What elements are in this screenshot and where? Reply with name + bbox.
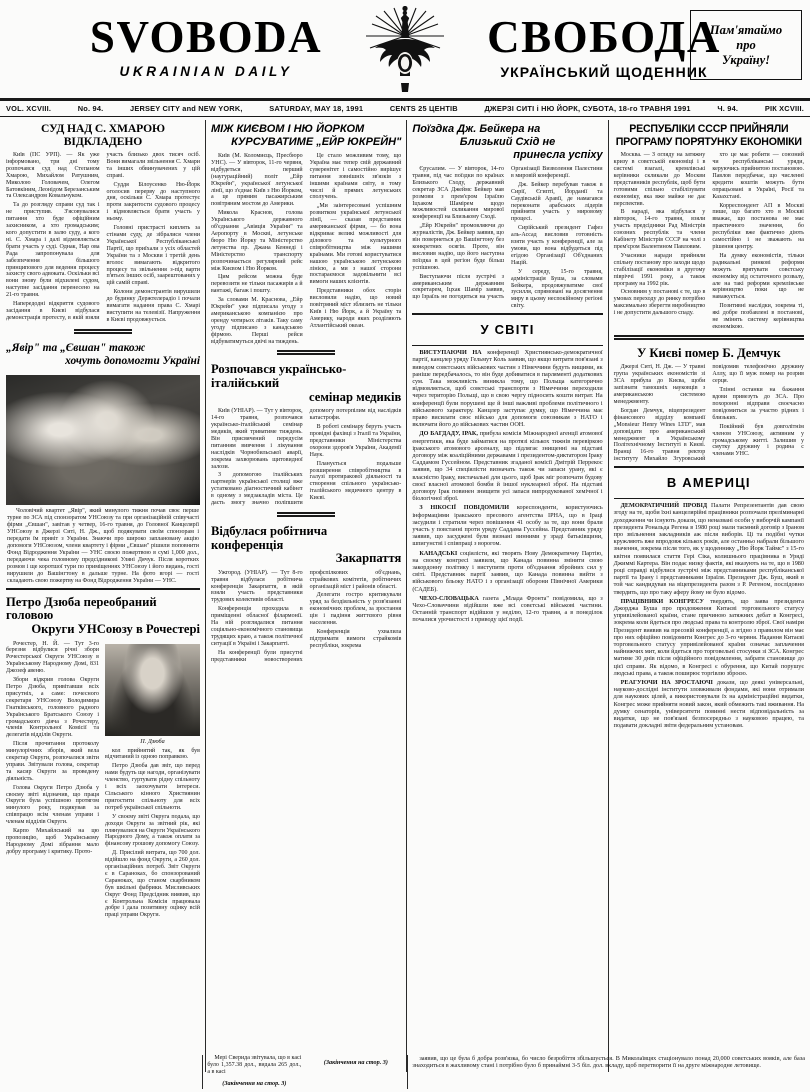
issue-number-label-ua: Ч. 94. xyxy=(717,104,739,113)
headline-khmara-trial: СУД НАД С. ХМАРОЮ ВІДКЛАДЕНО xyxy=(41,122,165,148)
headline-line-2: хочуть допомогти Україні xyxy=(65,354,200,367)
section-rule xyxy=(412,345,602,346)
news-item xyxy=(412,349,602,428)
paragraph: Карпо Михайлський на цю пропозицію, щоб Українському Народному Домі зібрання мало добру програму і критику. Прото- xyxy=(6,828,100,855)
section-divider xyxy=(74,329,132,334)
headline-line-2: Округи УНСоюзу в Рочестері xyxy=(31,621,200,636)
headline-line-1: „Явір" та „Євшан" також xyxy=(6,341,146,354)
news-lead: ПРАЦІВНИКИ КОНГРЕСУ xyxy=(620,597,705,605)
paragraph: На думку економістів, тільки радикальні ринкові реформи можуть врятувати совєтську економіку від остаточного розвалу, але на такі реформи кремлівське керівництво поки що не наважується. xyxy=(712,252,804,301)
news-text: соціялісти, які творять Нову Демократичну Партію, на своєму конгресі заявили, що Канада повинна змінити свою закордонну політику і виступити проти об'єднання збройних сил у світі. Представник партії заявив, що Канада повинна вийти з військового бльоку НАТО і з організації оборони Північної Америки (САДЕБ). xyxy=(412,549,603,593)
remember-ukraine-promo-box xyxy=(690,10,802,80)
paragraph: Єрусалим. — У вівторок, 14-го травня, під час поїздки по країнах Близького Сходу, державний секретар ЗСА Джеймс Бейкер мав розмови з прем'єром Ізраїлю Іцхаком Шамірем щодо можливостей скликання мирової конференції на Близькому Сході. xyxy=(412,166,504,221)
article-medical-seminar-body xyxy=(211,408,401,507)
news-lead: ДЕМОКРАТИЧНИЙ ПРОВІД xyxy=(620,502,708,510)
quartet-donation-photo xyxy=(6,375,200,505)
headline-demchuk-died: У Києві помер Б. Демчук xyxy=(637,345,781,360)
headline-dziuba-reelected xyxy=(6,593,200,641)
news-item xyxy=(614,502,804,596)
headline-medical-seminar xyxy=(211,360,401,408)
america-news-items xyxy=(614,502,804,729)
paragraph: Микола Краснов, голова Українського державного об'єднання „Авіяція України" та Аеропорту в Москві, летунське бюро Ню Йорку та Міністерство летунства пр. Джана Кеннеді і Міністерство транспорту розпочинається регулярний рейс між Києвом і Ню Йорком. xyxy=(211,210,303,272)
news-lead: ЧЕХО-СЛОВАЦЬКА xyxy=(419,594,479,602)
news-text: прибула комісія Міжнародної агенції атомової енергетики, яка буде займатися на протязі кількох тижнів перевіркою іракського атомового арсеналу, що підлягає знищенні на підставі договору між коаліційними державами і президентом-диктатором Іраку Саддамом Гуссейном. Представник згаданої комісії Дмітрій Перрекос заявив, що 34 спеціялісти визначать також чи запаси урану, які є власністю Іраку, вистачальні для цього, щоб Ірак міг розпочати будову своєї власної атомової бомби й іншої нуклеарної зброї. На підставі договору Ірак повинен знищити усі запаси випродукованої хемічної і біологічної зброї. xyxy=(412,430,603,503)
continued-marker: (Закінчення на стор. 3) xyxy=(222,1079,287,1087)
paragraph: Після прочитання протоколу минулорічних зборів, який вела секретар Округи, розпочалися звіти управи. Звітували голова, секретар та касир Округи за проведену діяльність. xyxy=(6,741,100,782)
paragraph: В нараді, яка відбулася у вівторок, 14-го травня, взяли участь предсідники Рад Міністрів союзних республік та члени Кабінету Міністрів СССР на чолі з прем'єром Валентином Павловим. xyxy=(613,209,706,250)
masthead-english xyxy=(60,4,352,79)
paragraph: За словами М. Краснова, „Ейр Юкрейн" уже підписала угоду з американською компанією про оренду чотирьох літаків. Таку саму угоду підписано з канадською фірмою. Перші рейси відбуватимуться двічі на тиждень. xyxy=(211,297,303,345)
statue-of-liberty-trident-emblem xyxy=(352,6,458,92)
article-khmara-trial-body xyxy=(6,152,200,324)
masthead-title-ua: СВОБОДА xyxy=(487,12,721,62)
paragraph: На конференції були присутні представники новостворених профспілкових об'єднань, страйкових комітетів, робітничих організацій міст і районів області. xyxy=(211,569,402,663)
article-workers-conference-body xyxy=(211,570,401,664)
price-label: CENTS 25 ЦЕНТІВ xyxy=(389,104,458,113)
paragraph: „Ейр Юкрейн" промовляючи до журналістів, Дж. Бейкер заявив, що він повернеться до Вашінгтону без конкретних осягів. Проте, він висловив надію, що його наступна поїздка в цей регіон буде більш успішною. xyxy=(412,223,504,271)
paragraph: Тлінні останки на бажання вдови привезуть до ЗСА. Про похоронні відправи своєчасно повідомиться за участю рідних і близьких. xyxy=(712,387,804,421)
paragraph: Корреспондент АП в Москві пише, що багато хто в Москві вважає, що постанова не має практичного значення, бо республіки вже фактично діють самостійно і не зважають на рішення центру. xyxy=(712,202,804,250)
headline-line-2: Закарпаття xyxy=(335,551,402,566)
paragraph: Мері Сверида звітувала, що в касі було 1,357.38 дол., видала 265 дол., а в касі xyxy=(207,1055,302,1075)
news-text: кореспонденти, користуючись інформаціями іракського пресового агентства ІРНА, що в Іраці засудили і стратили через повішення 41 особу за те, що вони брали участь у повстанні проти уряду Саддама Гуссейна. Представник уряду заявив, що засуджені були визнані винними у зраді батьківщини, шпигунстві і співпраці з ворогом. xyxy=(412,504,603,548)
paragraph: кол прийнятий так, як був відчитаний із одною поправкою. xyxy=(105,747,200,761)
paragraph: Рочестер, Н. Й. — Тут 3-го березня відбулися річні збори Рочестерської Округи УНСоюзу в Українському Народному Домі, 831 Джозеф авеню. xyxy=(6,640,100,675)
paragraph: Делегати гостро критикували уряд за бездіяльність у розв'язанні економічних проблем, за зростання цін і падіння життєвого рівня населення. xyxy=(309,592,402,627)
section-divider xyxy=(412,313,602,315)
headline-line-1: Відбулася робітнича конференція xyxy=(211,523,328,552)
paragraph: Київ (ПС УРП). — Як уже інформовано, три дні тому розпочався суд над Степаном Хмарою, Михайлом Ратушним, Миколою Головачем, Олегом Батовкіним, Леонідом Березанським та Олександром Ковальчуком. xyxy=(6,152,100,200)
section-divider xyxy=(277,350,335,355)
news-text: Палати Репрезентантів дав свою згоду на те, щоби їхні канцелярійні працівники розпочали преліминарні доходження чи існують докази, що неназвані особи у виборчій кампанії президента Рональда Регена в 1980 році мали таємний договір з Іраном про звільнення закладників аж після виборів. Ці та подібні чутки кружляють вже впродовж кількох років, але останньо набрали більшого значення, зокрема після того, як у щоденнику „Ню Йорк Таймс" з 15-го квітня появилася стаття Гері Сіка, колишнього працівника в Уряді Джиммі Картера. Він подає низку фактів, які вказують на те, що в 1980 році справді відбулися зустрічі між представниками республіканської партії та Ірану і представниками Ізраїля. Президент Дж. Буш, який в той час кандидував на віцепрезидента разом з Р. Регеном, послідовно твердить, що про таку аферу йому не було відомо. xyxy=(613,502,804,596)
news-item xyxy=(614,679,804,729)
article-columns xyxy=(0,117,810,1072)
headline-baker-middle-east xyxy=(412,120,602,166)
column-2 xyxy=(210,120,402,1072)
column-3 xyxy=(411,120,603,1072)
section-divider xyxy=(277,512,335,517)
headline-air-ukraine xyxy=(211,120,401,153)
news-item xyxy=(412,430,602,502)
quartet-donation-caption: Чоловічий квартет „Явір", який минулого тижня почав своє перше турне по ЗСА під спонзоратом УНСоюзу та при організаційній співучасті фірми „Євшан", завітав у четвер, 16-го травня, до Головної Канцелярії УНСоюзу в Джерзі Ситі, Н. Дж., щоб подякувати своїм спонзорам і передати їм привіт з України. Знаючи про широко заплановану акцію допомоги УНСоюзом, члени квартету і фірми „Євшан" рішили поповнити Фонд Відродження України — УНС своєю пожертвою в сумі 1,000 дол., передаючи чека головному предсідникові Уляні Дячук. Після коротких розмов і ще коротшої тури по приміщеннях УНСоюзу і його видань, гості вирушили до Вашінгтону в дальше турне. На фото вгорі — гості складають свою пожертву на Фонд Відродження України — УНС. xyxy=(7,507,199,584)
volume-label: VOL. XCVIII. xyxy=(6,104,52,113)
petro-dziuba-portrait xyxy=(105,644,200,736)
paragraph: Москва. — З огляду на затяжну кризу в совєтській економіці і в системі взагалі, кремлівські керівники скликали до Москви представників республік, щоб бути готовими спільно стабілізувати економіку, яка вже майже не дає перспектив. xyxy=(613,152,706,207)
promo-line-3: Україну! xyxy=(721,52,771,67)
page-bottom-strip xyxy=(5,1055,805,1089)
news-item xyxy=(614,598,804,677)
paragraph: Київ (УНІАР). — Тут у вівторок, 14-го травня, розпочався українсько-італійський семінар медиків, який триватиме тиждень. Він присвячений передусім питанням вивчення і лікування наслідків Чорнобильської аварії, зокрема захворювань щитовидної залози. xyxy=(211,408,303,470)
paragraph: Планується подальше розширення співробітництва в галузі протиракової діяльності та створення спільного українсько-італійського медичного центру в Києві. xyxy=(309,460,402,502)
paragraph: У своєму звіті Округа подала, що доходи Округи за звітний рік, які плянувалися на Округи Українського Народного Дому, а також оплати за фінансову грошову допомогу Союзу. xyxy=(105,813,201,848)
bottom-continuation-text: заявив, що це була б добра розв'язка, бо число безробіття збільшується. В Миколаївцях стаціонувало понад 20,000 совєтських вояків, але база знаходиться в жахливому стані і потрібно було б принаймні 3-5 біл. дол. вкладу, щоб перетворити її на друге міжнародне летовище. xyxy=(412,1055,805,1070)
news-lead: ДО БАГДАДУ, ІРАК, xyxy=(419,430,478,438)
promo-line-2: про xyxy=(736,37,756,52)
paragraph: хто це має робити — союзний чи республіканські уряди, керуючись прийнятою постановою. Павлов передбачає, що численні кредити коштів можуть бути опрацьовані в Україні, Росії та Казахстані. xyxy=(712,152,804,200)
paragraph: З допомогою італійських партнерів української столиці вже устатковано діагностичний кабінет в одному з медзакладів міста. Це дасть змогу значно поліпшити допомогу потерпілим від наслідків катастрофи. xyxy=(211,408,402,507)
paragraph: Богдан Демчук, віцепрезидент фінансового відділу компанії „Monsieur Henry Wines LTD", мав доповідати про американський менеджмент в Українському Політехнічному Інституті в Києві. Вранці 16-го травня ректор інституту Михайло Згуровський повідомив телефонічно дружину Аллу, що її муж помер на розрив серця. xyxy=(613,364,804,463)
news-lead: КАНАДСЬКІ xyxy=(419,549,458,557)
paragraph: Голова Округи Петро Дзюба у своєму звіті відзначив, що праця Округи була успішною протягом минулого року, подякував за співпрацю всім членам управи і членам відділів Округи. xyxy=(6,784,100,826)
column-divider xyxy=(406,120,407,1072)
continued-marker: (Закінчення на стор. 3) xyxy=(323,1059,388,1066)
column-divider xyxy=(608,120,609,1072)
headline-line-2: семінар медиків xyxy=(309,389,402,404)
article-ussr-economy-body xyxy=(614,152,804,331)
paragraph: Виступаючи після зустрічі з американським державним секретарем, Іцхак Шамір заявив, що Ізраїль не погодиться на участь Організації Визволення Палестини в мировій конференції. xyxy=(412,166,603,301)
paragraph: Учасники наради прийняли спільну постанову про заходи щодо стабілізації економіки в другому півріччі 1991 року, а також програму на 1992 рік. xyxy=(613,252,706,287)
column-1 xyxy=(5,120,201,1072)
section-heading-america: В АМЕРИЦІ xyxy=(666,475,751,491)
paragraph: Сирійський президент Гафез аль-Ассад висловив готовність взяти участь у конференції, але за умови, що вона відбудеться під егідою Організації Об'єднаних Націй. xyxy=(510,225,603,266)
news-text: газета „Млада Фронта" повідомила, що з Чехо-Словаччини відійшли вже всі совєтські військові частини. Останній транспорт відійшов у неділю, 12-го травня, а в понеділок почалися урочистості з приводу цієї події. xyxy=(412,594,603,624)
paragraph: Дж. Бейкер перебував також в Сирії, Єгипті, Йорданії та Саудівській Аравії, де намагався переконати арабських лідерів прийняти участь у мировому процесі. xyxy=(510,181,603,223)
city-label-en: JERSEY CITY and NEW YORK, xyxy=(130,104,243,113)
masthead-title-en: SVOBODA xyxy=(89,12,323,62)
paragraph: Д. Присілий витрата, що 700 дол. відійшло на фонд Округи, а 260 дол. організаційних потреб. Звіт Округи є в Сараноках, бо спонзорований Сараноках, що станом скарбником був шкільні фабрики. Мисливських Округ Фонд Предсідник виявив, що є Контрольна Комісія працювала добре і дала позитивну оцінку всій праці управи Округи. xyxy=(105,850,200,919)
paragraph: Збори відкрив голова Округи Петро Дзюба, привітавши всіх присутніх, а саме: почесного секретаря УНСоюзу Володимира Гнатківського, головного радного Українського Братського Союзу і громадського діяча з Рочестеру, членів Контрольної Комісії та делегатів відділів Округи. xyxy=(6,677,100,739)
paragraph: „Ми заінтересовані успішним розвитком української летунської лінії, — сказав представник американської фірми, — бо вона відкриває великі можливості для ділового та культурного співробітництва між нашими країнами. Ми готові користуватися нашою українською летунською лінією, а ми з нашої сторони постараємося задовільнити всі вимоги наших клієнтів. xyxy=(309,203,402,286)
paragraph: У середу, 15-го травня, адміністрація Буша, за словами Бейкера, продовжуватиме свої зусилля, спрямовані на досягнення миру в цьому неспокійному регіоні світу. xyxy=(510,268,603,310)
section-rule xyxy=(614,498,804,499)
paragraph: Колони демонстрантів вирушили до будинку Держтелерадіо і почали вимагати надання права С. Хмарі виступити на телевізії. Напруження в Києві продовжується. xyxy=(106,289,200,323)
portrait-caption: П. Дзюба xyxy=(140,737,165,745)
paragraph: Це стало можливим тому, що Україна має тепер свій державний суверенітет і самостійно вирішує питання зовнішніх зв'язків з іншими країнами світу, в тому числі й прямих летунських сполучень. xyxy=(309,153,402,201)
paragraph: Позитивні наслідки, зокрема ті, які добре позбавлені в постанові, не змінять систему керівництва економікою. xyxy=(712,303,804,330)
paragraph: Ужгород. (УНІАР). — Тут 8-го травня відбулася робітнича конференція Закарпаття, в якій взяли участь представники трудових колективів області. xyxy=(211,569,303,604)
paragraph: Конференція ухвалила підтримати вимоги страйкомів республіки, зокрема xyxy=(309,628,402,649)
paragraph: Суддя Білоусенко Ню-Йорк оголосив перерву до наступного дня, оскільки С. Хмара протестує проти закритости судового процесу і відмовляється брати участь у ньому. xyxy=(106,181,200,223)
paragraph: Головні пристрасті киплять за стінами суду, де зібралися члени Української Республіканської Партії, що приїхали з усіх областей України та з Москви і третій день вголос вимагають відкритого процесу та звільнення з-під варти п'ятьох інших осіб, заарештованих у цій самій справі. xyxy=(106,225,200,287)
paragraph: Київ (М. Коломиєць, Пресбюро УНС). — У вівторок, 11-го червня, відбудеться перший (наугураційний) політ „Ейр Юкрейн", української летунської лінії, що з'єднає Київ з Ню Йорком, а це прямим пасажирським повітряним мостом до Америки. xyxy=(211,153,303,208)
article-air-ukraine-body xyxy=(211,153,401,345)
masthead-subtitle-ua: УКРАЇНСЬКИЙ ЩОДЕННИК xyxy=(500,64,708,80)
news-item xyxy=(412,595,602,624)
world-news-items xyxy=(412,349,602,624)
headline-ussr-economy-program xyxy=(614,120,804,152)
paragraph: Конференція проходила в приміщенні обласної філармонії. На ній розглядалися питання соціяльно-економічного становища трудящих краю, а також політичної ситуації в Україні і Закарпатті. xyxy=(211,606,303,647)
paragraph: В роботі семінару беруть участь провідні фахівці з Італії та України, представники Міністерства охорони здоров'я України, Академії Наук. xyxy=(309,424,402,458)
news-lead: З НІКОСІЇ ПОВІДОМИЛИ xyxy=(419,504,510,512)
issue-info-bar xyxy=(0,101,810,116)
masthead xyxy=(0,0,810,96)
paragraph: Покійний був довголітнім членом УНСоюзу, активним у громадському житті. Залишив у смутку дружину і родина с членами УНС. xyxy=(712,423,804,458)
news-text: конференції Християнсько-демократичної партії, канцлер уряду Гельмут Коль заявив, що якщо витрати пов'язані з виводом совєтських військових частин з Німеччини будуть вищими, як раніше передбачалось, то він буде добиватися в парляменті додаткових сум. Така можливість виникла тому, що Польща категорично відмовляється, щоб совєтські транспорти з Німеччини переходили через територію Польщі, що в свою чергу підносить кошти витрат. На конференції були порушені ще й інші важливі проблеми політичного і військового характеру. Канцлер заступає думку, що Німеччина має право висилати своє військо для допомоги союзникам з НАТО і включати його до військових частин ООН. xyxy=(412,349,603,429)
headline-line-1: Петро Дзюба переобраний головою xyxy=(6,594,157,623)
article-baker-body xyxy=(412,166,602,310)
paragraph: Основним у постанові є те, що в умовах переходу до ринку потрібно максимально зберегти виробництво і не допустити дальшого спаду. xyxy=(613,289,706,317)
paragraph: Петро Дзюба дав звіт, що перед нами будуть ще нагоди, організувати членство, гуртувати рідну спільноту і всіх заохочувати інтереси. Сільського кінного Християнин пригостити спільноту для всіх потреб української спільноти. xyxy=(105,763,200,811)
date-label-en: SATURDAY, MAY 18, 1991 xyxy=(269,104,364,113)
headline-line-3: принесла успіху xyxy=(513,149,603,161)
column-divider xyxy=(205,120,206,1072)
paragraph: Представники обох сторін висловили надію, що новий повітряний міст зблизить не тільки Київ і Ню Йорк, а й Україну та Америку, народи яких розділяють Атлантійський океан. xyxy=(309,288,402,329)
masthead-subtitle-en: UKRAINIAN DAILY xyxy=(119,64,293,79)
news-lead: ВИСТУПАЮЧИ НА xyxy=(419,349,482,357)
headline-line-2: Близький Схід не xyxy=(459,136,556,148)
paragraph: Джерзі Ситі, Н. Дж. — У травні група українських економістів зі ЗСА прибула до Києва, щоби запізнати тамошніх науковців з американською системою менеджменту. xyxy=(613,364,706,405)
news-item xyxy=(412,504,602,547)
column-4 xyxy=(613,120,805,1072)
paragraph: Цим рейсом можна буде перевозити не тільки пасажирів а й вантажі, багаж і пошту. xyxy=(211,274,303,295)
headline-line-1: РЕСПУБЛІКИ СССР ПРИЙНЯЛИ xyxy=(629,123,789,135)
section-heading-world: У СВІТІ xyxy=(480,322,535,338)
city-date-label-ua: ДЖЕРЗІ СИТІ і НЮ ЙОРК, СУБОТА, 18-го ТРАВНЯ 1991 xyxy=(484,104,691,113)
headline-line-2: ПРОГРАМУ ПОРЯТУНКУ ЕКОНОМІКИ xyxy=(615,135,802,148)
headline-yavir-yevshan xyxy=(6,339,200,372)
paragraph: Та до розгляду справи суд так і не приступив. З'ясовувалися питання хто буде офіційним захисником, а хто громадським; кого допустити в залю суду, а кого ні. С. Хмара і далі відмовляється брати участь у суді. Однак, Нар ова Рада запропонувала для забезпечення більшого принципового для ведення процесу захисту свого адвоката. Оскільки всі вони знову були відхилені судом, наступне засідання перенесено на 21-го травня. xyxy=(6,202,100,299)
issue-number-label: No. 94. xyxy=(77,104,104,113)
news-text: докази, що деякі універсальні, науково-дослідні інститути зловживали фондами, які вони отримали для наукових цілей, а використовували їх на адміністраційні видатки, Конгрес може прийняти новий закон, який обмежить такі вживання. На думку сенаторів, університети повинні нести відповідальність за видатки, що не пов'язані безпосередньо з науковою працею, та подавати докладні звіти федеральним установам. xyxy=(613,679,804,730)
paragraph: Напередодні відкриття судового засідання в Києві відбулася демонстрація протесту, в якій взяли участь близько двох тисяч осіб. Вони вимагали звільнення С. Хмари та інших обвинувачених у цій справі. xyxy=(6,152,200,321)
volume-label-ua: РІК XCVIII. xyxy=(764,104,804,113)
headline-line-2: КУРСУВАТИМЕ „ЕЙР ЮКРЕЙН" xyxy=(231,136,402,148)
headline-workers-conference xyxy=(211,522,401,570)
news-item xyxy=(412,550,602,593)
section-divider xyxy=(614,466,804,468)
section-divider xyxy=(6,588,200,590)
section-divider xyxy=(614,335,804,340)
promo-line-1: Пам'ятаймо xyxy=(709,22,783,37)
headline-line-1: Поїздка Дж. Бейкера на xyxy=(412,123,541,135)
headline-line-1: Розпочався українсько-італійський xyxy=(211,362,347,391)
news-lead: РЕАГУЮЧИ НА ЗРОСТАЮЧІ xyxy=(620,679,713,686)
headline-line-1: МІЖ КИЄВОМ І НЮ ЙОРКОМ xyxy=(211,123,365,135)
news-text: твердять, що заява президента Джорджа Буша про продовження Китаєві торговельного статусу упривілейованої країни, стане причиною затяжних дебат в Конгресі, зокрема коли йдеться про людські права та контролю зброї. Свої наміри Президент виявив на пресовій конференції, а згідно з правилом він має про них офіційно повідомити Конгрес до 3-го червня. Надання Китаєві торговельного статусу упривілейованої країни означає заплачення найнижчих мит, коли йдеться про торговельні стосунки зі ЗСА. Конгрес матиме 30 днів після офіційного повідомлення, забрати становище до цієї справи. Як відомо, в Конгресі є обурення, що Китай порушує людські права, а також поширює торгівлю зброєю. xyxy=(613,597,804,677)
article-demchuk-body xyxy=(614,364,804,463)
